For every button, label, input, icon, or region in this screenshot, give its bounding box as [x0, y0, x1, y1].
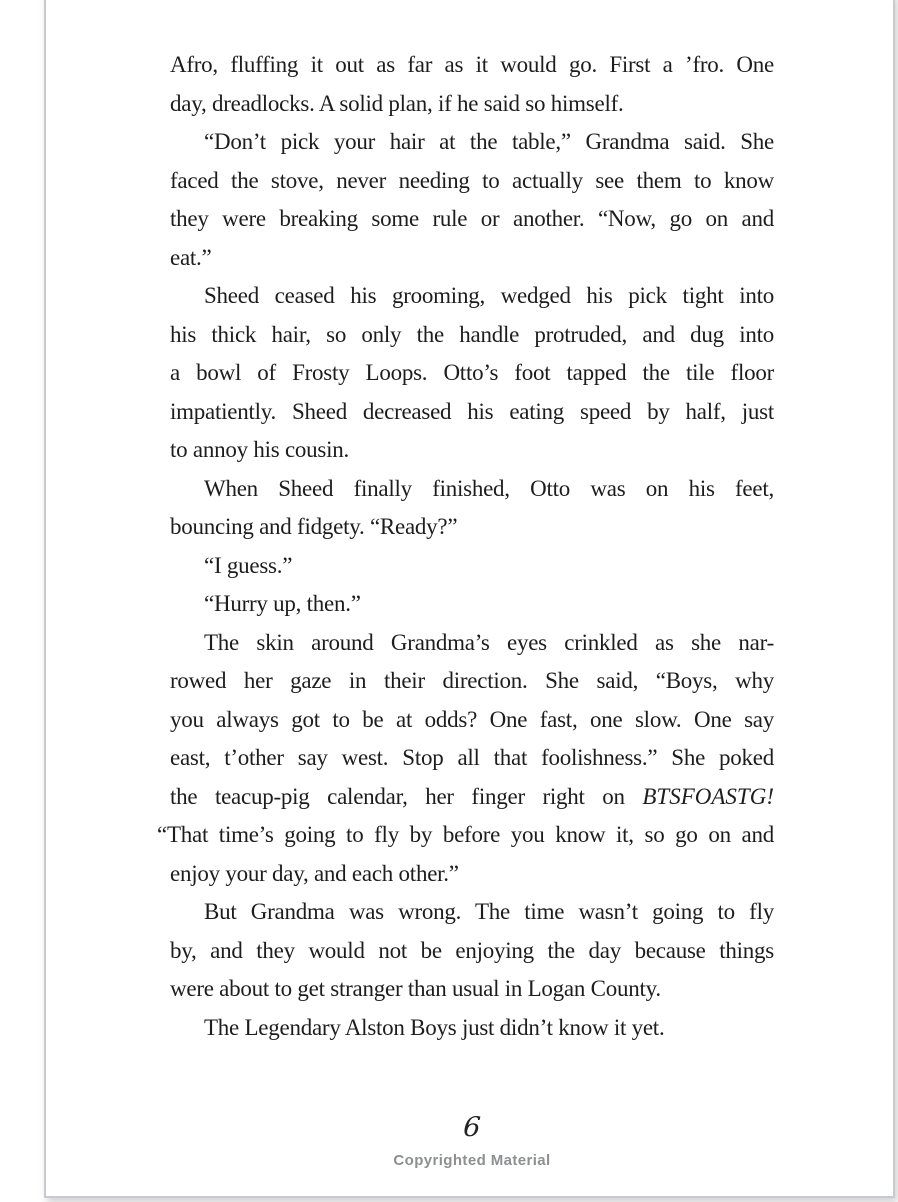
body-line: day, dreadlocks. A solid plan, if he said so himself.	[170, 90, 624, 116]
body-line: his thick hair, so only the handle protruded, and dug into	[170, 321, 774, 347]
body-line: the teacup-pig calendar, her finger right on BTSFOASTG!	[170, 783, 774, 809]
body-line: The skin around Grandma’s eyes crinkled as she nar-	[204, 629, 774, 655]
body-line: “Don’t pick your hair at the table,” Grandma said. She	[204, 129, 774, 154]
body-line: were about to get stranger than usual in Logan County.	[170, 976, 661, 1001]
body-line: “That time’s going to fly by before you know it, so go on and	[157, 822, 774, 847]
body-line: by, and they would not be enjoying the day because things	[170, 937, 774, 963]
body-line: “Hurry up, then.”	[204, 591, 361, 616]
copyright-material-label: Copyrighted Material	[393, 1152, 551, 1169]
body-line: to annoy his cousin.	[170, 437, 349, 462]
text-block	[157, 46, 774, 1047]
body-line: The Legendary Alston Boys just didn’t know it yet.	[204, 1014, 665, 1040]
page-number: 6	[462, 1112, 482, 1143]
body-line: When Sheed finally finished, Otto was on his feet,	[204, 475, 774, 501]
body-line: But Grandma was wrong. The time wasn’t going to fly	[204, 899, 774, 924]
body-line: enjoy your day, and each other.”	[170, 860, 459, 886]
italic-acronym: BTSFOASTG!	[642, 783, 774, 809]
body-line: east, t’other say west. Stop all that foolishness.” She poked	[170, 745, 774, 770]
body-line: impatiently. Sheed decreased his eating speed by half, just	[170, 398, 774, 424]
body-line: faced the stove, never needing to actually see them to know	[170, 167, 774, 193]
body-line: a bowl of Frosty Loops. Otto’s foot tapped the tile floor	[170, 360, 774, 385]
body-line: rowed her gaze in their direction. She said, “Boys, why	[170, 668, 774, 693]
body-line: eat.”	[170, 244, 212, 270]
body-line: “I guess.”	[204, 552, 293, 578]
body-line: bouncing and fidgety. “Ready?”	[170, 514, 458, 539]
body-line: Afro, fluffing it out as far as it would go. First a ’fro. One	[170, 52, 774, 77]
body-line: they were breaking some rule or another. “Now, go on and	[170, 206, 774, 231]
body-line: Sheed ceased his grooming, wedged his pick tight into	[204, 283, 774, 308]
body-line: you always got to be at odds? One fast, one slow. One say	[170, 706, 774, 732]
